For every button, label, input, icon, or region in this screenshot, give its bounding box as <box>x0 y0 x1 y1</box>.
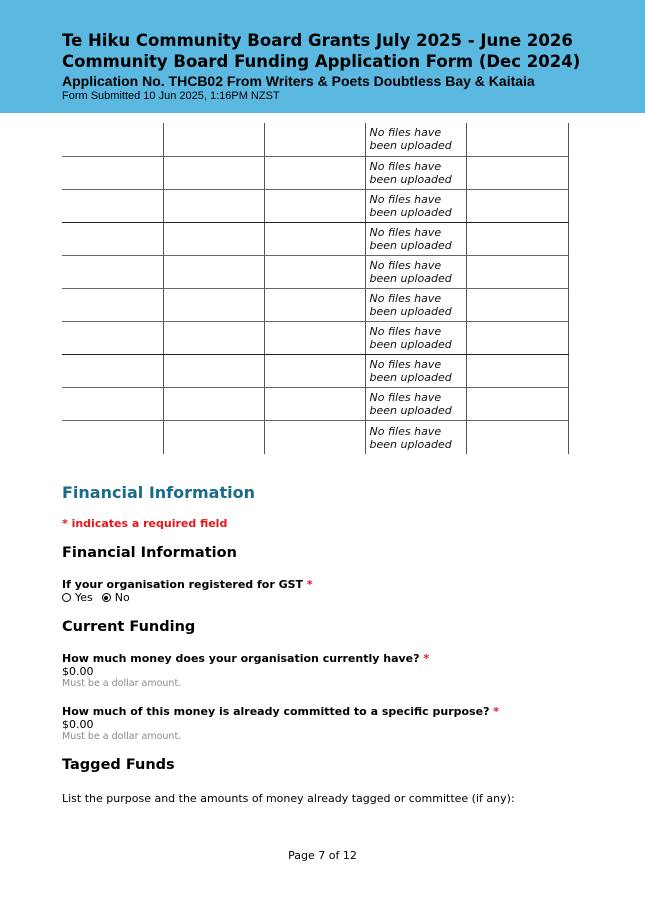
no-files-text: No files have been uploaded <box>369 258 452 285</box>
table-cell <box>264 189 365 222</box>
table-cell <box>264 355 365 388</box>
table-row <box>62 255 568 288</box>
table-row <box>62 123 568 156</box>
committed-money-question-text: How much of this money is already committed to a specific purpose? <box>62 705 490 718</box>
attachment-cell <box>365 288 466 321</box>
table-cell <box>163 123 264 156</box>
table-cell <box>163 421 264 454</box>
table-cell <box>62 322 163 355</box>
attachment-cell <box>365 189 466 222</box>
current-money-hint: Must be a dollar amount. <box>62 678 182 689</box>
table-cell <box>62 288 163 321</box>
form-title-line-1: Te Hiku Community Board Grants July 2025 - June 2026 <box>62 31 573 50</box>
gst-option-no-label: No <box>114 591 130 604</box>
table-cell <box>264 421 365 454</box>
form-title-line-2: Community Board Funding Application Form (Dec 2024) <box>62 52 581 71</box>
table-cell <box>466 421 568 454</box>
table-cell <box>466 156 568 189</box>
current-money-question-label <box>62 652 429 665</box>
table-cell <box>264 322 365 355</box>
table-cell <box>466 189 568 222</box>
required-asterisk: * <box>423 652 430 665</box>
table-cell <box>264 222 365 255</box>
table-cell <box>466 288 568 321</box>
page-header <box>0 0 645 113</box>
no-files-text: No files have been uploaded <box>369 358 452 385</box>
no-files-text: No files have been uploaded <box>369 424 452 451</box>
required-asterisk: * <box>493 705 500 718</box>
table-cell <box>62 355 163 388</box>
table-cell <box>62 189 163 222</box>
table-cell <box>264 288 365 321</box>
committed-money-hint: Must be a dollar amount. <box>62 731 182 742</box>
table-cell <box>466 388 568 421</box>
table-cell <box>163 222 264 255</box>
no-files-text: No files have been uploaded <box>369 391 452 418</box>
table-cell <box>264 156 365 189</box>
attachments-table <box>62 123 569 454</box>
table-cell <box>62 255 163 288</box>
attachment-cell <box>365 388 466 421</box>
no-files-text: No files have been uploaded <box>369 192 452 219</box>
current-money-question-text: How much money does your organisation currently have? <box>62 652 420 665</box>
table-cell <box>163 255 264 288</box>
table-cell <box>264 123 365 156</box>
attachment-cell <box>365 322 466 355</box>
table-cell <box>466 355 568 388</box>
table-cell <box>466 222 568 255</box>
subsection-title-current-funding: Current Funding <box>62 619 196 635</box>
attachment-cell <box>365 123 466 156</box>
attachment-cell <box>365 255 466 288</box>
gst-option-no[interactable] <box>102 591 130 604</box>
submitted-timestamp: Form Submitted 10 Jun 2025, 1:16PM NZST <box>62 90 280 102</box>
committed-money-answer: $0.00 <box>62 718 94 731</box>
table-cell <box>163 189 264 222</box>
no-files-text: No files have been uploaded <box>369 325 452 352</box>
table-row <box>62 421 568 454</box>
table-row <box>62 388 568 421</box>
table-cell <box>466 123 568 156</box>
page-number: Page 7 of 12 <box>288 849 357 862</box>
committed-money-question-label <box>62 705 499 718</box>
table-cell <box>163 322 264 355</box>
table-cell <box>466 255 568 288</box>
table-row <box>62 222 568 255</box>
required-field-note: * indicates a required field <box>62 517 228 530</box>
tagged-funds-description: List the purpose and the amounts of money already tagged or committee (if any): <box>62 792 515 805</box>
radio-checked-icon[interactable] <box>102 593 111 602</box>
gst-option-yes-label: Yes <box>75 591 93 604</box>
table-row <box>62 189 568 222</box>
attachment-cell <box>365 355 466 388</box>
table-cell <box>62 421 163 454</box>
table-cell <box>62 388 163 421</box>
table-cell <box>264 388 365 421</box>
table-cell <box>163 156 264 189</box>
radio-unchecked-icon[interactable] <box>62 593 71 602</box>
subsection-title-financial-information: Financial Information <box>62 545 237 561</box>
table-cell <box>163 355 264 388</box>
gst-question-label <box>62 578 313 591</box>
section-title-financial-information: Financial Information <box>62 483 255 502</box>
subsection-title-tagged-funds: Tagged Funds <box>62 757 175 773</box>
table-cell <box>62 156 163 189</box>
no-files-text: No files have been uploaded <box>369 225 452 252</box>
table-row <box>62 322 568 355</box>
required-asterisk: * <box>306 578 313 591</box>
no-files-text: No files have been uploaded <box>369 292 452 319</box>
table-cell <box>62 123 163 156</box>
table-row <box>62 288 568 321</box>
application-number: Application No. THCB02 From Writers & Poets Doubtless Bay & Kaitaia <box>62 73 535 89</box>
current-money-answer: $0.00 <box>62 665 94 678</box>
attachment-cell <box>365 156 466 189</box>
gst-radio-group <box>62 591 139 604</box>
table-cell <box>62 222 163 255</box>
attachment-cell <box>365 222 466 255</box>
table-cell <box>163 288 264 321</box>
attachment-cell <box>365 421 466 454</box>
table-cell <box>264 255 365 288</box>
table-row <box>62 355 568 388</box>
gst-option-yes[interactable] <box>62 591 93 604</box>
table-cell <box>466 322 568 355</box>
no-files-text: No files have been uploaded <box>369 126 452 153</box>
table-row <box>62 156 568 189</box>
gst-question-text: If your organisation registered for GST <box>62 578 304 591</box>
table-cell <box>163 388 264 421</box>
no-files-text: No files have been uploaded <box>369 159 452 186</box>
